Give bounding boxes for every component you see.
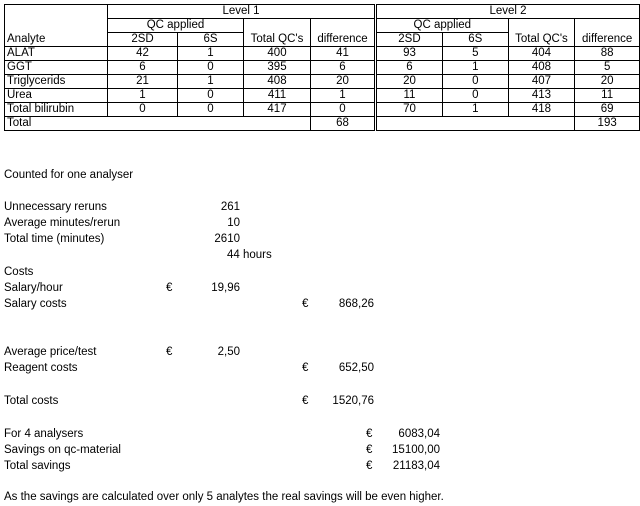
cell-total-qc: 418 xyxy=(508,103,575,117)
total-label: Total xyxy=(5,117,108,131)
counted-note: Counted for one analyser xyxy=(4,169,134,181)
cell-6s: 1 xyxy=(178,47,244,61)
cell-difference: 1 xyxy=(311,89,375,103)
avg-price-value: 2,50 xyxy=(217,346,240,358)
total-row xyxy=(377,117,640,131)
currency-symbol: € xyxy=(302,395,309,407)
level1-table xyxy=(4,4,375,131)
cell-total-qc: 400 xyxy=(244,47,311,61)
cell-difference: 20 xyxy=(575,75,640,89)
avg-minutes-value: 10 xyxy=(227,217,240,229)
analyte-name: GGT xyxy=(5,61,108,75)
col-total-qc: Total QC's xyxy=(508,33,575,47)
cell-total-qc: 411 xyxy=(244,89,311,103)
currency-symbol: € xyxy=(302,298,309,310)
analyte-name: ALAT xyxy=(5,47,108,61)
cell-2sd: 20 xyxy=(377,75,443,89)
cell-2sd: 93 xyxy=(377,47,443,61)
cell-difference: 0 xyxy=(311,103,375,117)
table-row xyxy=(377,47,640,61)
total-level1: 68 xyxy=(311,117,375,131)
cell-total-qc: 404 xyxy=(508,47,575,61)
cell-2sd: 6 xyxy=(377,61,443,75)
col-6s: 6S xyxy=(178,33,244,47)
col-difference: difference xyxy=(575,33,640,47)
avg-minutes-label: Average minutes/rerun xyxy=(4,217,121,229)
cell-difference: 11 xyxy=(575,89,640,103)
analyte-name: Urea xyxy=(5,89,108,103)
table-row xyxy=(377,75,640,89)
level1-title: Level 1 xyxy=(108,5,375,19)
col-2sd: 2SD xyxy=(377,33,443,47)
costs-label: Costs xyxy=(4,266,34,278)
cell-difference: 20 xyxy=(311,75,375,89)
table-row xyxy=(5,89,375,103)
table-row xyxy=(377,89,640,103)
reagent-costs-value: 652,50 xyxy=(338,362,374,374)
qc-applied-label: QC applied xyxy=(108,19,244,33)
salary-hour-value: 19,96 xyxy=(211,282,240,294)
table-row xyxy=(377,103,640,117)
table-row xyxy=(5,103,375,117)
conclusion-note: As the savings are calculated over only 5 analytes the real savings will be even higher. xyxy=(4,491,444,503)
level2-title: Level 2 xyxy=(377,5,640,19)
level2-table xyxy=(376,4,640,131)
total-row xyxy=(5,117,375,131)
col-difference: difference xyxy=(311,33,375,47)
col-2sd: 2SD xyxy=(108,33,178,47)
cell-6s: 0 xyxy=(178,103,244,117)
total-costs-label: Total costs xyxy=(4,395,59,407)
currency-symbol: € xyxy=(366,428,373,440)
table-row xyxy=(5,61,375,75)
cell-total-qc: 395 xyxy=(244,61,311,75)
total-savings-value: 21183,04 xyxy=(392,460,440,472)
cell-total-qc: 407 xyxy=(508,75,575,89)
cell-total-qc: 413 xyxy=(508,89,575,103)
table-row xyxy=(5,75,375,89)
analyte-column-header: Analyte xyxy=(5,33,108,47)
total-time-value: 2610 xyxy=(214,233,240,245)
total-level2: 193 xyxy=(575,117,640,131)
cell-6s: 0 xyxy=(442,89,508,103)
cell-6s: 5 xyxy=(442,47,508,61)
cell-total-qc: 417 xyxy=(244,103,311,117)
for4-value: 6083,04 xyxy=(398,428,440,440)
analyte-name: Triglycerids xyxy=(5,75,108,89)
qc-applied-label: QC applied xyxy=(377,19,509,33)
salary-costs-value: 868,26 xyxy=(338,298,374,310)
table-row xyxy=(5,47,375,61)
cell-6s: 0 xyxy=(178,61,244,75)
savings-qc-label: Savings on qc-material xyxy=(4,444,121,456)
total-time-label: Total time (minutes) xyxy=(4,233,105,245)
cell-6s: 0 xyxy=(178,89,244,103)
unnecessary-reruns-label: Unnecessary reruns xyxy=(4,201,107,213)
cell-total-qc: 408 xyxy=(244,75,311,89)
currency-symbol: € xyxy=(366,460,373,472)
col-6s: 6S xyxy=(442,33,508,47)
analyte-name: Total bilirubin xyxy=(5,103,108,117)
currency-symbol: € xyxy=(166,346,173,358)
cell-2sd: 11 xyxy=(377,89,443,103)
currency-symbol: € xyxy=(166,282,173,294)
savings-qc-value: 15100,00 xyxy=(392,444,440,456)
cell-2sd: 1 xyxy=(108,89,178,103)
cell-6s: 1 xyxy=(442,103,508,117)
table-row xyxy=(377,61,640,75)
cell-difference: 5 xyxy=(575,61,640,75)
currency-symbol: € xyxy=(366,444,373,456)
avg-price-label: Average price/test xyxy=(4,346,97,358)
hours-text: 44 hours xyxy=(227,249,272,261)
analyte-header-top xyxy=(5,5,108,19)
cell-6s: 1 xyxy=(442,61,508,75)
unnecessary-reruns-value: 261 xyxy=(220,201,240,213)
total-savings-label: Total savings xyxy=(4,460,71,472)
for4-label: For 4 analysers xyxy=(4,428,84,440)
salary-costs-label: Salary costs xyxy=(4,298,67,310)
salary-hour-label: Salary/hour xyxy=(4,282,63,294)
cell-difference: 6 xyxy=(311,61,375,75)
cell-2sd: 21 xyxy=(108,75,178,89)
cell-difference: 69 xyxy=(575,103,640,117)
cell-difference: 41 xyxy=(311,47,375,61)
total-costs-value: 1520,76 xyxy=(332,395,374,407)
cell-6s: 1 xyxy=(178,75,244,89)
cell-2sd: 0 xyxy=(108,103,178,117)
reagent-costs-label: Reagent costs xyxy=(4,362,78,374)
cell-total-qc: 408 xyxy=(508,61,575,75)
cell-6s: 0 xyxy=(442,75,508,89)
cell-2sd: 6 xyxy=(108,61,178,75)
col-total-qc: Total QC's xyxy=(244,33,311,47)
cell-2sd: 42 xyxy=(108,47,178,61)
cell-2sd: 70 xyxy=(377,103,443,117)
currency-symbol: € xyxy=(302,362,309,374)
cell-difference: 88 xyxy=(575,47,640,61)
